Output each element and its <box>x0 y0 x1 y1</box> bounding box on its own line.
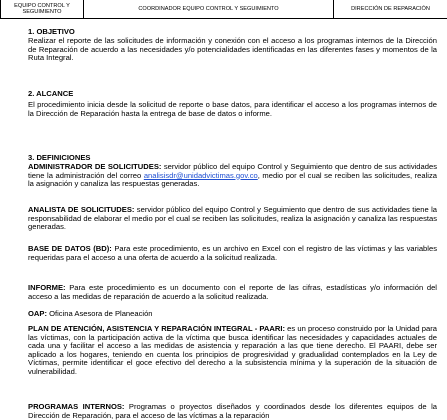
definition-text: Para este procedimiento es un documento con el reporte de las cifras, estadísticas y/o información del acceso a las medidas de reparación de acuerdo a la solicitud realizada. <box>28 283 437 301</box>
section-title-objetivo: 1. OBJETIVO <box>28 27 75 36</box>
definition-term: BASE DE DATOS (BD): <box>28 244 112 253</box>
definition-oap <box>28 310 437 319</box>
definition-text: , medio por el cual se reciben las solicitudes, realiza la asignación y canaliza las respuestas generadas. <box>28 170 437 189</box>
definition-paari <box>28 325 437 377</box>
admin-email-link[interactable]: analisisdr@unidadvictimas.gov.co <box>143 170 258 180</box>
definition-text: servidor público del equipo Control y Seguimiento que dentro de sus actividades tiene la responsabilidad de elaborar el medio por el cual se reciben las solicitudes, realiza la asignación y canaliza las respuestas generadas. <box>28 205 437 232</box>
header-cell-direction: DIRECCIÓN DE REPARACIÓN <box>351 6 430 12</box>
definition-term: OAP: <box>28 309 47 318</box>
section-text-alcance: El procedimiento inicia desde la solicitud de reporte o base datos, para identificar el acceso a los programas internos de la Dirección de Reparación hasta la entrega de base de datos o informe. <box>28 100 437 118</box>
definition-text: Programas o proyectos diseñados y coordinados desde los diferentes equipos de la Dirección de Reparación, para el acceso de las víctimas a la reparación <box>28 402 437 420</box>
definition-text: es un proceso construido por la Unidad para las víctimas, con la participación activa de la víctima que busca identificar las necesidades y capacidades actuales de cada una y facilitar el acceso a las medidas de asistencia y reparación a las que tiene derecho. El PAARI, debe ser aplicado a los hogares, teniendo en cuenta los principios de progresividad y gradualidad contemplados en la Ley de Víctimas, permite identificar el goce efectivo del derecho a la subsistencia mínima y la superación de la situación de vulnerabilidad. <box>28 324 437 376</box>
section-title-alcance: 2. ALCANCE <box>28 89 74 98</box>
definition-text: Oficina Asesora de Planeación <box>46 309 153 318</box>
definition-term: ANALISTA DE SOLICITUDES: <box>28 205 135 214</box>
definition-term: PLAN DE ATENCIÓN, ASISTENCIA Y REPARACIÓN INTEGRAL - PAARI: <box>28 324 285 333</box>
definition-term: ADMINISTRADOR DE SOLICITUDES: <box>28 162 162 171</box>
definition-programas-internos <box>28 403 437 420</box>
document-header-table <box>0 0 447 19</box>
section-title-definiciones: 3. DEFINICIONES <box>28 153 91 162</box>
definition-term: INFORME: <box>28 283 66 292</box>
definition-text: servidor público del equipo Control y Seguimiento que dentro de sus actividades tiene la administración del correo <box>28 162 437 180</box>
section-text-objetivo: Realizar el reporte de las solicitudes de información y conexión con el acceso a los programas internos de la Dirección de Reparación de acuerdo a las necesidades y/o potencialidades identificadas en las diferentes fases y momentos de la Ruta Integral. <box>28 36 437 63</box>
definition-text: Para este procedimiento, es un archivo en Excel con el registro de las víctimas y las variables requeridas para el acceso a una oferta de acuerdo a la solicitud realizada. <box>28 244 437 262</box>
definition-term: PROGRAMAS INTERNOS: <box>28 402 125 411</box>
definition-informe <box>28 284 437 301</box>
definition-administrador <box>28 163 437 189</box>
header-cell-role: COORDINADOR EQUIPO CONTROL Y SEGUIMIENTO <box>84 0 334 18</box>
definition-analista <box>28 206 437 232</box>
header-cell-team: EQUIPO CONTROL Y SEGUIMIENTO <box>0 0 84 18</box>
definition-base-de-datos <box>28 245 437 262</box>
